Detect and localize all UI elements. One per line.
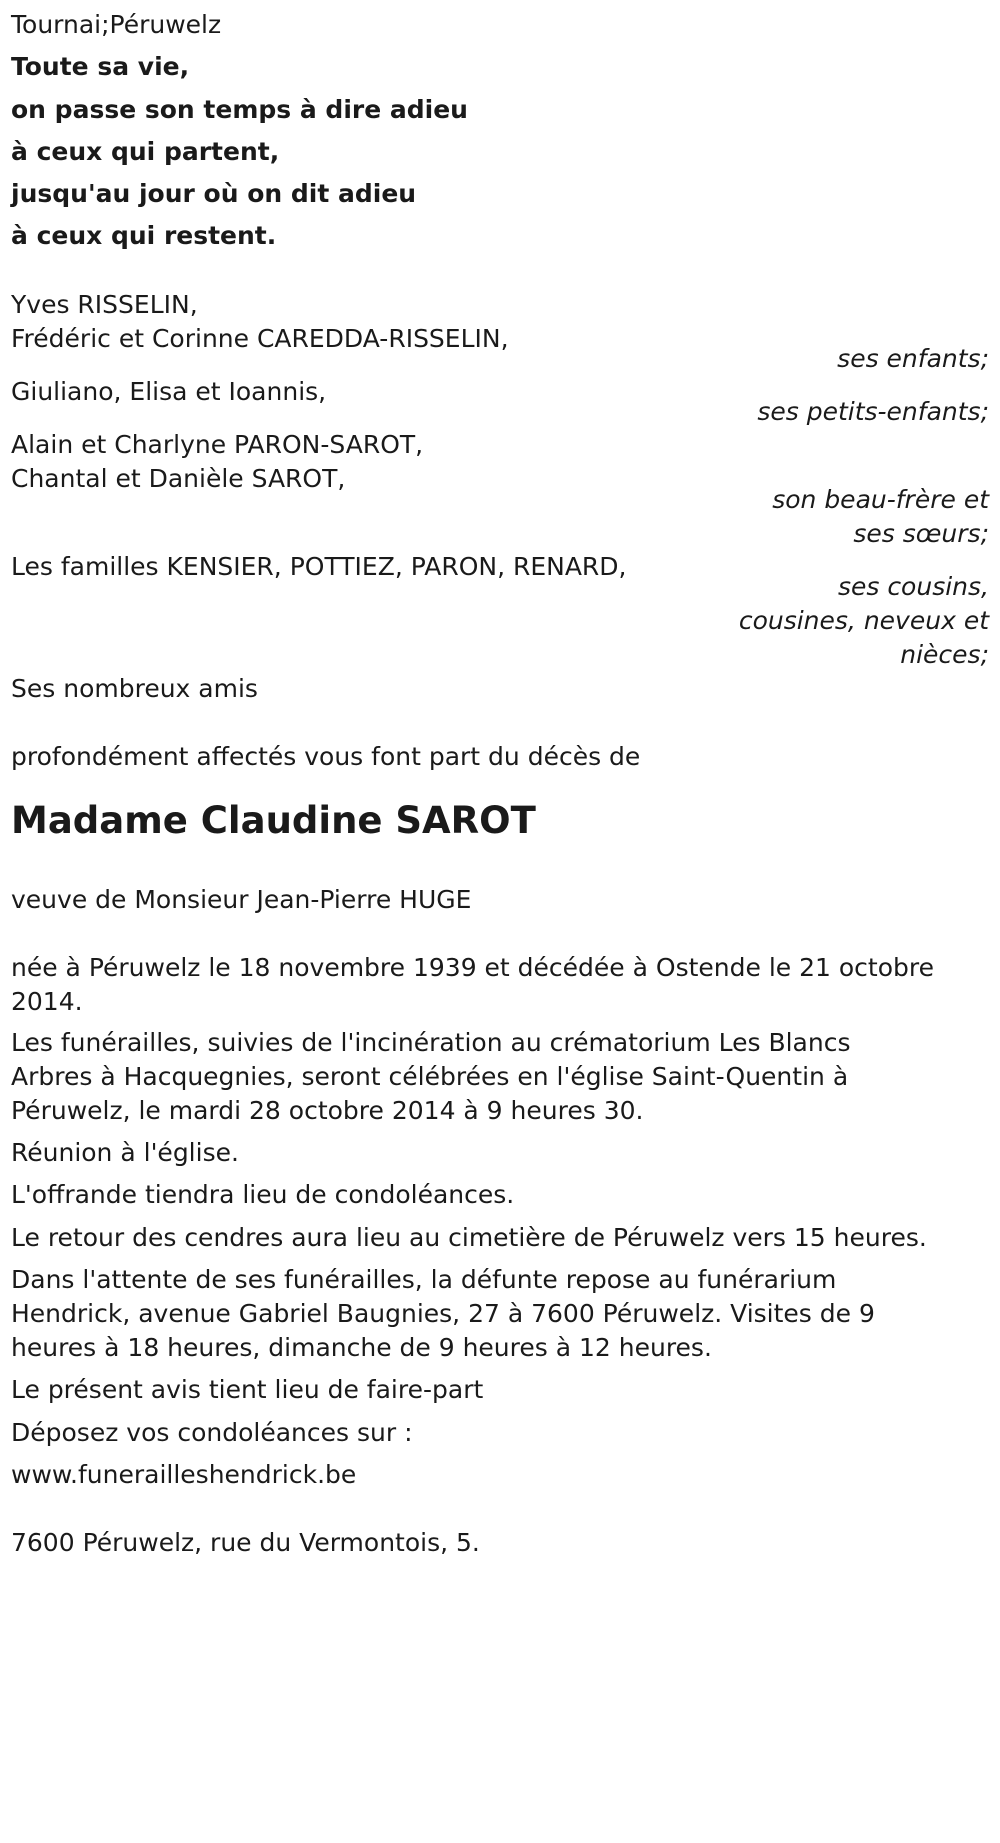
birth-death: 2014. — [11, 987, 83, 1016]
notice: Le présent avis tient lieu de faire-part — [11, 1375, 484, 1404]
poem-line: on passe son temps à dire adieu — [11, 95, 468, 124]
rest-info: Hendrick, avenue Gabriel Baugnies, 27 à 7600 Péruwelz. Visites de 9 — [11, 1299, 875, 1328]
poem-line: jusqu'au jour où on dit adieu — [11, 179, 417, 208]
address: 7600 Péruwelz, rue du Vermontois, 5. — [11, 1528, 480, 1557]
grandchildren-role: ses petits-enfants; — [757, 397, 989, 426]
meeting-info: Réunion à l'église. — [11, 1138, 239, 1167]
poem-line: à ceux qui partent, — [11, 137, 280, 166]
cousins-role: ses cousins, — [837, 572, 989, 601]
in-laws-name: Chantal et Danièle SAROT, — [11, 464, 346, 493]
friends: Ses nombreux amis — [11, 674, 258, 703]
cousins-role: cousines, neveux et — [738, 606, 989, 635]
in-laws-role: son beau-frère et — [772, 485, 989, 514]
funeral-info: Péruwelz, le mardi 28 octobre 2014 à 9 heures 30. — [11, 1096, 644, 1125]
widow-of: veuve de Monsieur Jean-Pierre HUGE — [11, 885, 472, 914]
funeral-info: Arbres à Hacquegnies, seront célébrées en l'église Saint-Quentin à — [11, 1062, 849, 1091]
rest-info: Dans l'attente de ses funérailles, la défunte repose au funérarium — [11, 1265, 837, 1294]
grandchildren-names: Giuliano, Elisa et Ioannis, — [11, 377, 327, 406]
deceased-name: Madame Claudine SAROT — [11, 799, 536, 842]
in-laws-role: ses sœurs; — [853, 519, 989, 548]
poem-line: Toute sa vie, — [11, 52, 190, 81]
children-name: Frédéric et Corinne CAREDDA-RISSELIN, — [11, 324, 509, 353]
condolences-label: Déposez vos condoléances sur : — [11, 1418, 413, 1447]
birth-death: née à Péruwelz le 18 novembre 1939 et décédée à Ostende le 21 octobre — [11, 953, 934, 982]
location-header: Tournai;Péruwelz — [11, 10, 222, 39]
cousins-role: nièces; — [900, 640, 989, 669]
poem-line: à ceux qui restent. — [11, 221, 277, 250]
funeral-info: Les funérailles, suivies de l'incinération au crématorium Les Blancs — [11, 1028, 851, 1057]
condolences-website: www.funerailleshendrick.be — [11, 1460, 357, 1489]
in-laws-name: Alain et Charlyne PARON-SAROT, — [11, 430, 424, 459]
ashes-info: Le retour des cendres aura lieu au cimetière de Péruwelz vers 15 heures. — [11, 1223, 927, 1252]
offering-info: L'offrande tiendra lieu de condoléances. — [11, 1180, 515, 1209]
announcement: profondément affectés vous font part du décès de — [11, 742, 641, 771]
children-role: ses enfants; — [837, 344, 989, 373]
cousins-names: Les familles KENSIER, POTTIEZ, PARON, RENARD, — [11, 552, 627, 581]
children-name: Yves RISSELIN, — [11, 290, 198, 319]
rest-info: heures à 18 heures, dimanche de 9 heures à 12 heures. — [11, 1333, 712, 1362]
